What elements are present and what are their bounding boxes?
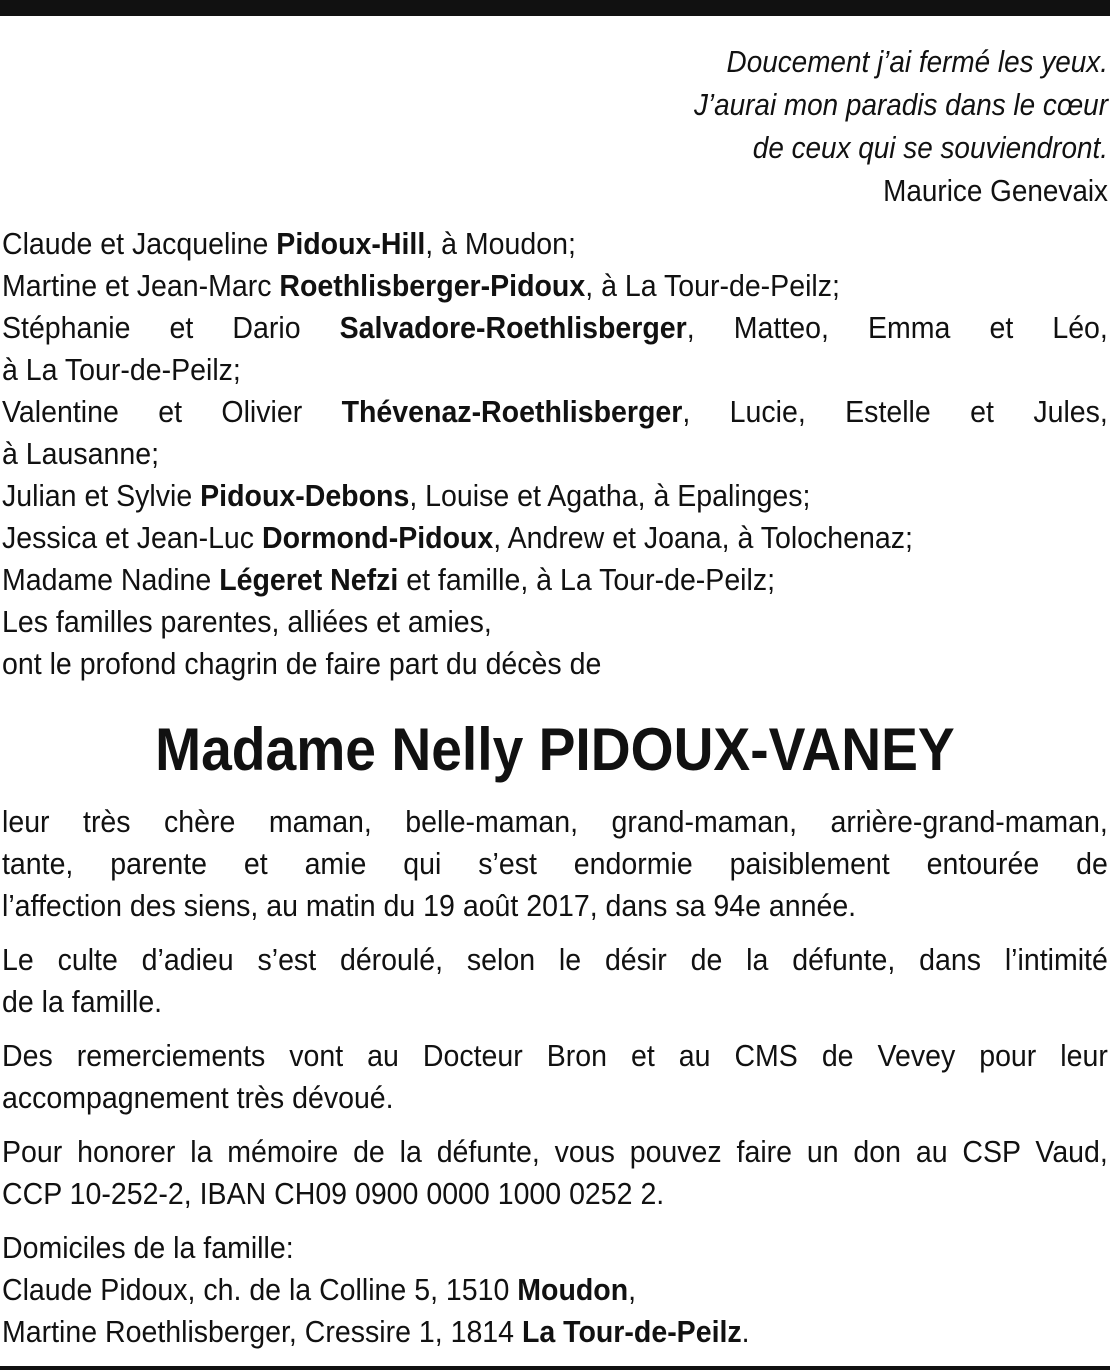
bottom-rule bbox=[0, 1366, 1110, 1370]
paragraph-announcement bbox=[2, 801, 1108, 927]
paragraph-line: CCP 10-252-2, IBAN CH09 0900 0000 1000 0252 2. bbox=[2, 1176, 665, 1211]
quote-author: Maurice Genevaix bbox=[883, 173, 1108, 208]
paragraph-line: tante, parente et amie qui s’est endormie paisiblement entourée de bbox=[2, 846, 1108, 881]
family-line: ont le profond chagrin de faire part du décès de bbox=[2, 646, 602, 681]
family-line: Stéphanie et Dario Salvadore-Roethlisberger, Matteo, Emma et Léo, bbox=[2, 310, 1108, 345]
family-line: Les familles parentes, alliées et amies, bbox=[2, 604, 492, 639]
family-line: à La Tour-de-Peilz; bbox=[2, 352, 241, 387]
epigraph-quote bbox=[113, 40, 1108, 212]
family-line: Madame Nadine Légeret Nefzi et famille, à La Tour-de-Peilz; bbox=[2, 562, 776, 597]
domiciles-heading: Domiciles de la famille: bbox=[2, 1230, 294, 1265]
paragraph-thanks bbox=[2, 1035, 1108, 1119]
paragraph-line: de la famille. bbox=[2, 984, 163, 1019]
paragraph-line: Des remerciements vont au Docteur Bron et au CMS de Vevey pour leur bbox=[2, 1038, 1108, 1073]
domicile-address: Claude Pidoux, ch. de la Colline 5, 1510 Moudon, bbox=[2, 1272, 637, 1307]
paragraph-line: Pour honorer la mémoire de la défunte, vous pouvez faire un don au CSP Vaud, bbox=[2, 1134, 1108, 1169]
family-list bbox=[2, 223, 1108, 685]
family-line: Julian et Sylvie Pidoux-Debons, Louise et Agatha, à Epalinges; bbox=[2, 478, 811, 513]
family-line: Valentine et Olivier Thévenaz-Roethlisberger, Lucie, Estelle et Jules, bbox=[2, 394, 1108, 429]
quote-line: de ceux qui se souviendront. bbox=[752, 130, 1108, 165]
family-line: Claude et Jacqueline Pidoux-Hill, à Moudon; bbox=[2, 226, 576, 261]
paragraph-line: l’affection des siens, au matin du 19 août 2017, dans sa 94e année. bbox=[2, 888, 857, 923]
quote-line: J’aurai mon paradis dans le cœur bbox=[693, 87, 1108, 122]
family-line: Jessica et Jean-Luc Dormond-Pidoux, Andrew et Joana, à Tolochenaz; bbox=[2, 520, 913, 555]
domicile-address: Martine Roethlisberger, Cressire 1, 1814 La Tour-de-Peilz. bbox=[2, 1314, 750, 1349]
paragraph-line: accompagnement très dévoué. bbox=[2, 1080, 394, 1115]
paragraph-line: Le culte d’adieu s’est déroulé, selon le désir de la défunte, dans l’intimité bbox=[2, 942, 1108, 977]
paragraph-donation bbox=[2, 1131, 1108, 1215]
family-line: Martine et Jean-Marc Roethlisberger-Pidoux, à La Tour-de-Peilz; bbox=[2, 268, 840, 303]
deceased-name: Madame Nelly PIDOUX-VANEY bbox=[155, 716, 955, 783]
top-rule bbox=[0, 0, 1110, 16]
paragraph-ceremony bbox=[2, 939, 1108, 1023]
quote-line: Doucement j’ai fermé les yeux. bbox=[726, 44, 1108, 79]
notice-body bbox=[2, 223, 1108, 1353]
paragraph-domiciles bbox=[2, 1227, 1108, 1353]
obituary-notice bbox=[2, 40, 1108, 1365]
family-line: à Lausanne; bbox=[2, 436, 160, 471]
paragraph-line: leur très chère maman, belle-maman, grand-maman, arrière-grand-maman, bbox=[2, 804, 1108, 839]
